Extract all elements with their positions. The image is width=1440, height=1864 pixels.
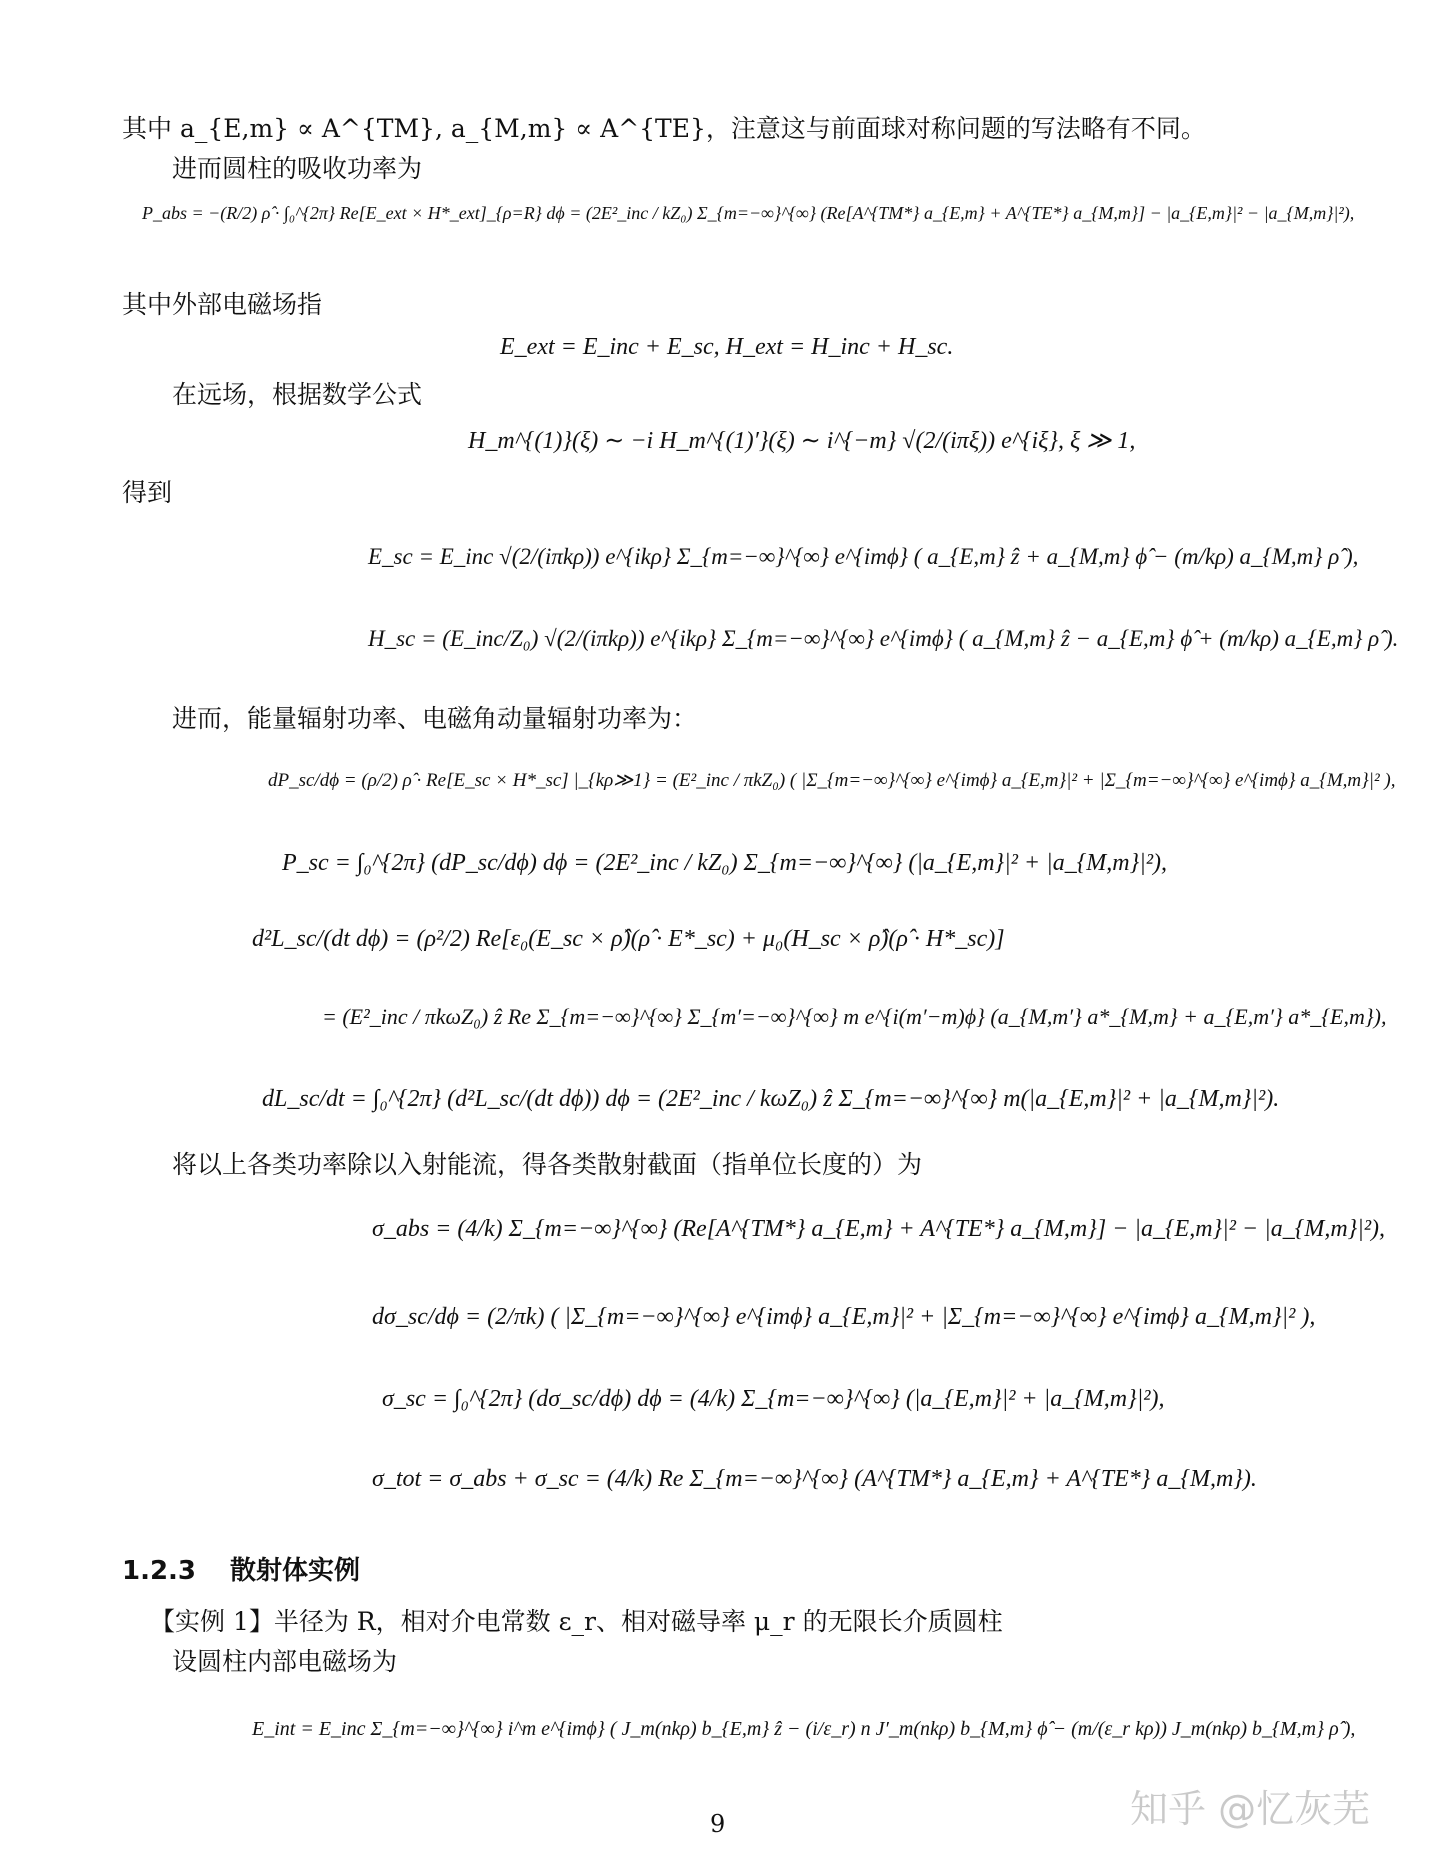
equation-e-int: E_int = E_inc Σ_{m=−∞}^{∞} i^m e^{imϕ} ( J_m(nkρ) b_{E,m} ẑ − (i/ε_r) n J′_m(nkρ) b_{M,m} ϕ̂ − (m/(ε_r kρ)) J_m(nkρ) b_{M,m} ρ̂ ), — [252, 1718, 1356, 1740]
equation-sigma-tot: σ_tot = σ_abs + σ_sc = (4/k) Re Σ_{m=−∞}^{∞} (A^{TM*} a_{E,m} + A^{TE*} a_{M,m}). — [372, 1466, 1257, 1492]
equation-sigma-sc: σ_sc = ∫₀^{2π} (dσ_sc/dϕ) dϕ = (4/k) Σ_{m=−∞}^{∞} (|a_{E,m}|² + |a_{M,m}|²), — [382, 1386, 1165, 1412]
paragraph-line: 进而，能量辐射功率、电磁角动量辐射功率为： — [172, 704, 698, 733]
paragraph-line: 进而圆柱的吸收功率为 — [172, 154, 423, 183]
section-title: 散射体实例 — [230, 1556, 361, 1586]
section-heading — [122, 1550, 360, 1587]
paragraph-line: 【实例 1】半径为 R，相对介电常数 ε_r、相对磁导率 μ_r 的无限长介质圆柱 — [150, 1607, 1003, 1636]
equation-dsigma-sc: dσ_sc/dϕ = (2/πk) ( |Σ_{m=−∞}^{∞} e^{imϕ} a_{E,m}|² + |Σ_{m=−∞}^{∞} e^{imϕ} a_{M,m}|² ), — [372, 1304, 1316, 1330]
paragraph-line: 将以上各类功率除以入射能流，得各类散射截面（指单位长度的）为 — [172, 1150, 923, 1179]
watermark: 知乎 @忆灰芜 — [1130, 1787, 1371, 1831]
equation-dl-sc: dL_sc/dt = ∫₀^{2π} (d²L_sc/(dt dϕ)) dϕ = (2E²_inc / kωZ₀) ẑ Σ_{m=−∞}^{∞} m(|a_{E,m}|² + |a_{M,m}|²). — [262, 1086, 1280, 1112]
page-number: 9 — [710, 1810, 726, 1838]
equation-d2l-sc-cont: = (E²_inc / πkωZ₀) ẑ Re Σ_{m=−∞}^{∞} Σ_{m′=−∞}^{∞} m e^{i(m′−m)ϕ} (a_{M,m′} a*_{M,m} + a_{E,m′} a*_{E,m}), — [322, 1004, 1387, 1029]
equation-p-abs: P_abs = −(R/2) ρ̂ · ∫₀^{2π} Re[E_ext × H*_ext]_{ρ=R} dϕ = (2E²_inc / kZ₀) Σ_{m=−∞}^{∞} (Re[A^{TM*} a_{E,m} + A^{TE*} a_{M,m}] − |a_{E,m}|² − |a_{M,m}|²), — [142, 203, 1355, 223]
equation-hankel: H_m^{(1)}(ξ) ∼ −i H_m^{(1)′}(ξ) ∼ i^{−m} √(2/(iπξ)) e^{iξ}, ξ ≫ 1, — [468, 428, 1136, 454]
equation-dp-sc: dP_sc/dϕ = (ρ/2) ρ̂ · Re[E_sc × H*_sc] |_{kρ≫1} = (E²_inc / πkZ₀) ( |Σ_{m=−∞}^{∞} e^{imϕ} a_{E,m}|² + |Σ_{m=−∞}^{∞} e^{imϕ} a_{M,m}|² ), — [268, 770, 1396, 791]
section-number: 1.2.3 — [122, 1556, 197, 1586]
equation-e-ext: E_ext = E_inc + E_sc, H_ext = H_inc + H_sc. — [500, 334, 954, 360]
equation-e-sc: E_sc = E_inc √(2/(iπkρ)) e^{ikρ} Σ_{m=−∞}^{∞} e^{imϕ} ( a_{E,m} ẑ + a_{M,m} ϕ̂ − (m/kρ) a_{M,m} ρ̂ ), — [368, 544, 1359, 569]
equation-sigma-abs: σ_abs = (4/k) Σ_{m=−∞}^{∞} (Re[A^{TM*} a_{E,m} + A^{TE*} a_{M,m}] − |a_{E,m}|² − |a_{M,m}|²), — [372, 1216, 1386, 1242]
paragraph-line: 得到 — [122, 478, 173, 507]
equation-h-sc: H_sc = (E_inc/Z₀) √(2/(iπkρ)) e^{ikρ} Σ_{m=−∞}^{∞} e^{imϕ} ( a_{M,m} ẑ − a_{E,m} ϕ̂ + (m/kρ) a_{E,m} ρ̂ ). — [368, 626, 1399, 651]
paragraph-line: 设圆柱内部电磁场为 — [172, 1647, 398, 1676]
equation-d2l-sc: d²L_sc/(dt dϕ) = (ρ²/2) Re[ε₀(E_sc × ρ̂)(ρ̂ · E*_sc) + μ₀(H_sc × ρ̂)(ρ̂ · H*_sc)] — [252, 926, 1005, 952]
equation-p-sc: P_sc = ∫₀^{2π} (dP_sc/dϕ) dϕ = (2E²_inc / kZ₀) Σ_{m=−∞}^{∞} (|a_{E,m}|² + |a_{M,m}|²), — [282, 850, 1168, 876]
paragraph-line: 在远场，根据数学公式 — [172, 380, 423, 409]
paragraph-line: 其中 a_{E,m} ∝ A^{TM}, a_{M,m} ∝ A^{TE}，注意这与前面球对称问题的写法略有不同。 — [122, 114, 1206, 143]
paragraph-line: 其中外部电磁场指 — [122, 290, 323, 319]
